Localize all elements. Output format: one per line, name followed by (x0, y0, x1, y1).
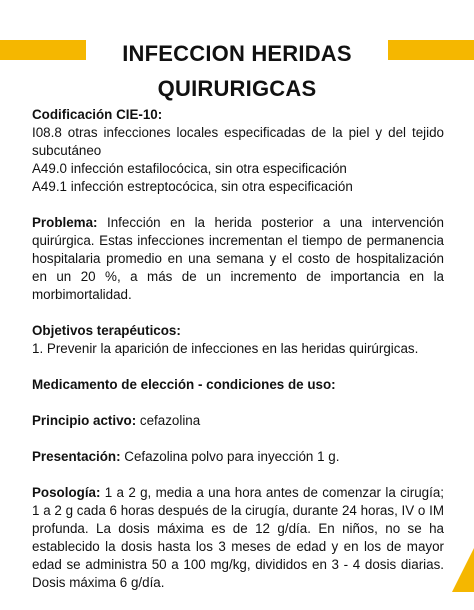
document-body (32, 106, 444, 610)
problema-text: Infección en la herida posterior a una intervención quirúrgica. Estas infecciones incrementan el tiempo de permanencia hospitalaria promedio en una semana y el costo de hospitalización en un 20 %, a más de un incremento de importancia en la morbimortalidad. (32, 215, 444, 302)
codificacion-heading: Codificación CIE-10: (32, 107, 163, 122)
objetivos-section (32, 322, 444, 358)
code-item: A49.0 infección estafilocócica, sin otra especificación (32, 161, 347, 176)
posologia-paragraph (32, 484, 444, 592)
corner-accent-triangle (452, 548, 474, 592)
problema-section (32, 214, 444, 304)
problema-paragraph (32, 214, 444, 304)
right-accent-bar (388, 40, 474, 60)
page-title (100, 36, 374, 106)
presentacion-section (32, 448, 444, 466)
title-line-1: INFECCION HERIDAS (122, 41, 352, 66)
code-item: A49.1 infección estreptocócica, sin otra especificación (32, 179, 353, 194)
posologia-label: Posología: (32, 485, 101, 500)
left-accent-bar (0, 40, 86, 60)
objetivos-text: 1. Prevenir la aparición de infecciones en las heridas quirúrgicas. (32, 341, 419, 356)
principio-text: cefazolina (136, 413, 201, 428)
presentacion-paragraph (32, 448, 444, 466)
problema-label: Problema: (32, 215, 98, 230)
medicamento-section (32, 376, 444, 394)
principio-section (32, 412, 444, 430)
posologia-section (32, 484, 444, 592)
title-line-2: QUIRURIGCAS (157, 76, 317, 101)
presentacion-label: Presentación: (32, 449, 121, 464)
code-item: I08.8 otras infecciones locales especificadas de la piel y del tejido subcutáneo (32, 125, 444, 158)
principio-label: Principio activo: (32, 413, 137, 428)
objetivos-heading: Objetivos terapéuticos: (32, 323, 181, 338)
codificacion-section (32, 106, 444, 196)
medicamento-heading: Medicamento de elección - condiciones de uso: (32, 377, 336, 392)
posologia-text: 1 a 2 g, media a una hora antes de comenzar la cirugía; 1 a 2 g cada 6 horas después de la cirugía, durante 24 horas, IV o IM profunda. La dosis máxima es de 12 g/día. En niños, no se ha establecido la dosis hasta los 3 meses de edad y en los de mayor edad se administra 50 a 100 mg/kg, divididos en 3 - 4 dosis diarias. Dosis máxima 6 g/día. (32, 485, 444, 590)
principio-paragraph (32, 412, 444, 430)
presentacion-text: Cefazolina polvo para inyección 1 g. (120, 449, 340, 464)
